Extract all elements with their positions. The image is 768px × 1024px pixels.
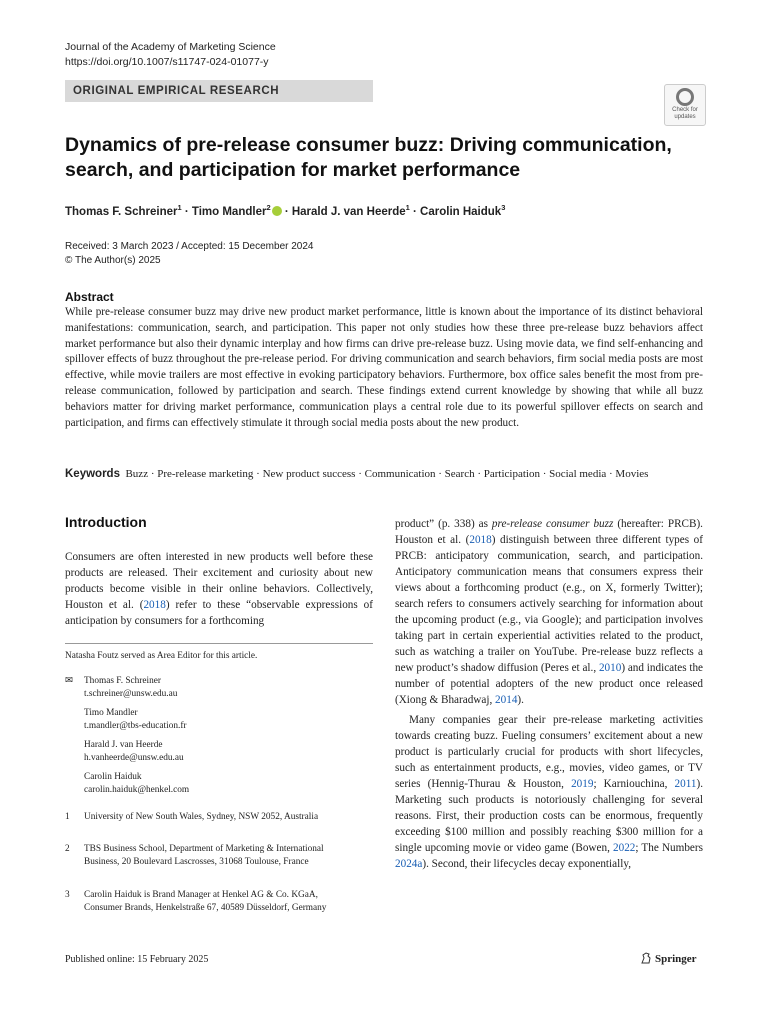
left-column-paragraph [65,549,373,629]
right-column [395,516,703,872]
received-accepted: Received: 3 March 2023 / Accepted: 15 December 2024 [65,241,314,252]
keywords [65,467,715,482]
right-paragraph-2 [395,712,703,872]
journal-header [65,40,276,70]
keywords-label: Keywords [65,468,120,480]
citation-link[interactable]: 2011 [674,778,697,790]
author-affiliation-mark: 1 [405,203,410,212]
abstract-heading: Abstract [65,290,114,304]
abstract-text: While pre-release consumer buzz may drive new product market performance, little is known about the importance of its distinct behavioral manifestations: communication, search, and participation. This paper not only studies how these three pre-release buzz behaviors affect market performance but also their dynamic interplay and how firms can drive pre-release buzz. Using movie data, we find self-enhancing and spillover effects of buzz throughout the pre-release period. For driving communication and search behaviors, firm social media posts are most effective, while movie trailers are most effective in evoking participatory behaviors. Furthermore, box office sales benefit the most from pre-release communication, followed by participation and search. These findings extend current knowledge by showing that while all buzz behaviors matter for driving market performance, communication plays a central role due to its powerful spillover effects on search and participation, and firms can effectively stimulate it through social media posts about the new product. [65,306,703,429]
citation-link[interactable]: 2018 [469,534,492,546]
author-separator: · [409,205,421,218]
text-run: ) distinguish between three different types of PRCB: anticipatory communication, search, and participation. Anticipatory communication means that consumers express their views about a forthcoming product (e.g., on X, formerly Twitter); search refers to consumers actively searching for information about the upcoming product (e.g., via Google); and participation involves taking part in certain experiential activities related to the product, such as watching a trailer on YouTube. Pre-release buzz reflects a new product’s shadow diffusion (Peres et al., [395,534,703,674]
title-line-1: Dynamics of pre-release consumer buzz: Driving communication, [65,134,672,156]
contact-email[interactable]: t.mandler@tbs-education.fr [84,721,187,731]
section-band [65,80,373,102]
citation-link[interactable]: 2010 [598,662,622,674]
text-run: ). Second, their lifecycles decay exponentially, [422,858,631,870]
text-run: ; The Numbers [635,842,703,854]
paper-title [65,133,685,183]
check-for-updates-line1: Check for [672,107,698,113]
contact-email[interactable]: carolin.haiduk@henkel.com [84,785,190,795]
text-run: Many companies gear their pre-release marketing activities towards creating buzz. Fueling consumers’ excitement about a new product is particularly crucial for products with short lifecycles, such as entertainment products, e.g., movies, video games, or TV series (Hennig-Thurau & Houston, [395,714,703,790]
publisher-name: Springer [655,953,697,965]
editor-note: Natasha Foutz served as Area Editor for this article. [65,651,258,661]
introduction-heading: Introduction [65,514,147,530]
contact-name: Thomas F. Schreiner [84,676,161,686]
author-separator: · [281,205,292,218]
contact-email[interactable]: h.vanheerde@unsw.edu.au [84,753,184,763]
affiliation-text: Carolin Haiduk is Brand Manager at Henkel AG & Co. KGaA, Consumer Brands, Henkelstraße 67, 40589 Düsseldorf, Germany [84,890,327,913]
copyright: © The Author(s) 2025 [65,255,161,266]
journal-name: Journal of the Academy of Marketing Science [65,41,276,53]
text-run: ) refer to these “observable expressions of anticipation by consumers for a forthcoming [65,599,374,627]
text-run: product” (p. 338) as [395,518,492,530]
section-label: ORIGINAL EMPIRICAL RESEARCH [73,85,280,97]
author-list [65,203,505,218]
citation-link[interactable]: 2018 [143,599,166,611]
contact-name: Carolin Haiduk [84,772,142,782]
check-for-updates-line2: updates [674,113,696,120]
author-name[interactable]: Harald J. van Heerde [291,205,406,218]
check-for-updates-icon [676,88,694,106]
contact-list [84,675,374,797]
author-name[interactable]: Thomas F. Schreiner [65,205,178,218]
text-run: ). [517,694,524,706]
author-name[interactable]: Carolin Haiduk [420,205,502,218]
right-paragraph-1 [395,516,703,708]
text-run: (hereafter: PRCB). Houston et al. ( [395,518,703,546]
affiliation-text: University of New South Wales, Sydney, NSW 2052, Australia [84,812,319,822]
author-affiliation-mark: 2 [266,203,271,212]
citation-link[interactable]: 2014 [495,694,518,706]
affiliation-number: 2 [65,844,70,854]
contact-email[interactable]: t.schreiner@unsw.edu.au [84,689,178,699]
text-run: ). Marketing such products is notoriously challenging for several reasons. First, their production costs can be enormous, frequently exceeding $100 million and possibly reaching $300 million for a single upcoming movie or video game (Bowen, [395,778,703,854]
text-run: Consumers are often interested in new products well before these products are released. Their excitement and curiosity about new products become visible in their online behaviors. Collectively, Houston et al. ( [65,551,373,611]
citation-link[interactable]: 2024a [395,858,423,870]
author-affiliation-mark: 1 [177,203,182,212]
author-affiliation-mark: 3 [501,203,506,212]
text-run: ; Karniouchina, [593,778,675,790]
doi-link[interactable]: https://doi.org/10.1007/s11747-024-01077-y [65,56,269,68]
publisher-logo [640,952,697,965]
keywords-list: Buzz · Pre-release marketing · New product success · Communication · Search · Participation · Social media · Movies [125,468,649,480]
citation-link[interactable]: 2019 [571,778,594,790]
springer-horse-icon [640,952,652,964]
orcid-icon[interactable] [272,206,282,216]
author-separator: · [181,205,192,218]
contact-name: Timo Mandler [84,708,138,718]
affiliation-number: 1 [65,812,70,822]
footnote-divider [65,643,373,644]
check-for-updates-button[interactable] [664,84,706,126]
article-dates [65,240,313,268]
author-name[interactable]: Timo Mandler [191,205,267,218]
published-date: Published online: 15 February 2025 [65,954,209,965]
email-icon: ✉ [65,676,73,686]
affiliation-text: TBS Business School, Department of Marketing & International Business, 20 Boulevard Lascrosses, 31068 Toulouse, France [84,844,324,867]
text-run: ) and indicates the number of potential adopters of the new product once released (Xiong & Bharadwaj, [395,662,704,706]
contact-name: Harald J. van Heerde [84,740,163,750]
affiliation-number: 3 [65,890,70,900]
citation-link[interactable]: 2022 [613,842,636,854]
title-line-2: search, and participation for market performance [65,159,521,181]
emphasis-term: pre-release consumer buzz [491,518,614,530]
